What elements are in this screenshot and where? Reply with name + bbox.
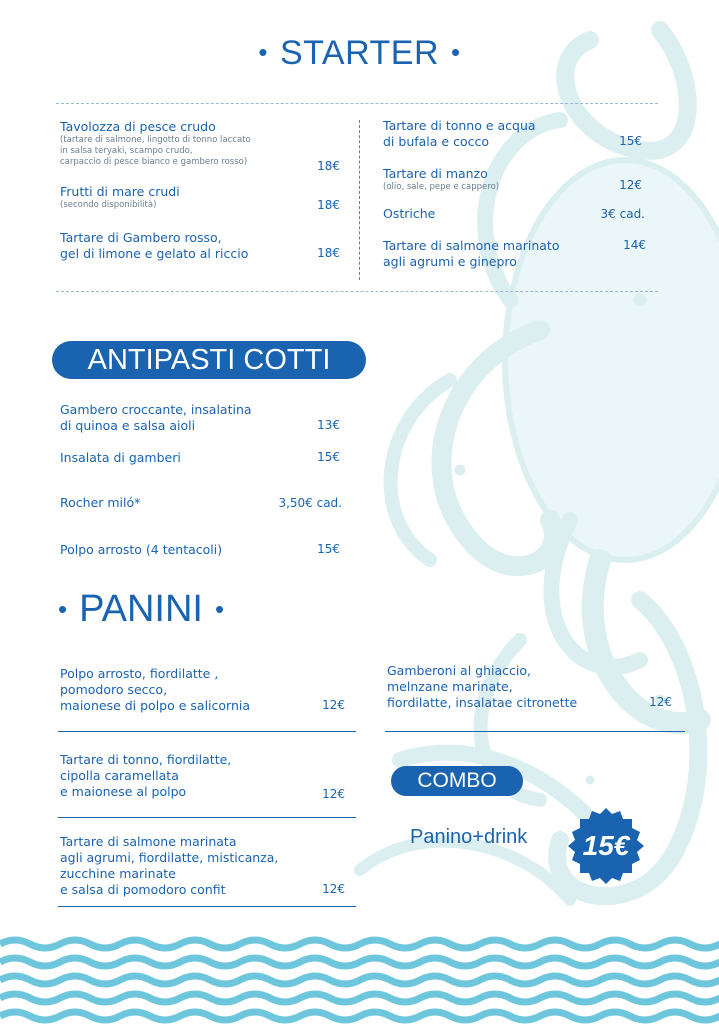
menu-item-tartare-manzo <box>383 166 593 193</box>
item-price: 15€ <box>619 134 642 148</box>
item-price: 15€ <box>317 450 340 464</box>
item-name: Tartare di tonno e acqua <box>383 118 536 133</box>
starter-bottom-divider <box>56 291 658 292</box>
item-price: 18€ <box>317 159 340 173</box>
item-name: di bufala e cocco <box>383 134 489 149</box>
panini-divider <box>58 731 356 732</box>
bullet-dot: • <box>58 594 68 624</box>
item-name: Gambero croccante, insalatina <box>60 402 252 417</box>
item-name: maionese di polpo e salicornia <box>60 698 251 713</box>
panino-gamberoni <box>387 663 627 711</box>
item-name: e salsa di pomodoro confit <box>60 882 226 897</box>
starter-title <box>0 34 719 73</box>
item-price: 3,50€ cad. <box>278 496 342 510</box>
combo-price: 15€ <box>582 830 630 861</box>
item-name: gel di limone e gelato al riccio <box>60 246 249 261</box>
menu-item-insalata-gamberi <box>60 450 300 466</box>
item-note: (tartare di salmone, lingotto di tonno laccato <box>60 135 251 145</box>
panini-title-text: PANINI <box>79 588 203 630</box>
menu-item-ostriche <box>383 206 553 222</box>
menu-item-tartare-tonno-bufala <box>383 118 593 150</box>
item-name: cipolla caramellata <box>60 768 179 783</box>
combo-label: COMBO <box>391 766 523 796</box>
starter-column-divider <box>359 120 360 280</box>
item-name: Tartare di tonno, fiordilatte, <box>60 752 232 767</box>
item-name: Tavolozza di pesce crudo <box>60 119 216 134</box>
panini-divider <box>385 731 685 732</box>
panino-polpo-arrosto <box>60 666 330 714</box>
item-name: Tartare di manzo <box>383 166 488 181</box>
item-name: Insalata di gamberi <box>60 450 181 465</box>
menu-item-tartare-gambero <box>60 230 300 262</box>
item-note: (olio, sale, pepe e cappero) <box>383 182 500 192</box>
panini-title <box>58 588 236 631</box>
item-name: Polpo arrosto, fiordilatte , <box>60 666 219 681</box>
item-name: Tartare di Gambero rosso, <box>60 230 222 245</box>
starter-title-text: STARTER <box>279 34 440 72</box>
item-name: melnzane marinate, <box>387 679 513 694</box>
item-price: 3€ cad. <box>600 207 645 221</box>
item-name: e maionese al polpo <box>60 784 187 799</box>
item-name: pomodoro secco, <box>60 682 168 697</box>
starter-top-divider <box>56 103 658 104</box>
menu-item-tavolozza <box>60 119 300 168</box>
panino-tartare-salmone <box>60 834 330 898</box>
item-name: Frutti di mare crudi <box>60 184 180 199</box>
item-price: 14€ <box>623 238 646 252</box>
wave-pattern <box>0 936 719 1024</box>
panino-tartare-tonno <box>60 752 330 800</box>
item-note: in salsa teryaki, scampo crudo, <box>60 146 193 156</box>
item-price: 12€ <box>322 882 345 896</box>
bullet-dot: • <box>214 594 225 624</box>
item-price: 13€ <box>317 418 340 432</box>
item-note: carpaccio di pesce bianco e gambero rosso) <box>60 157 248 167</box>
item-name: Tartare di salmone marinata <box>60 834 237 849</box>
item-name: agli agrumi e ginepro <box>383 254 517 269</box>
item-name: zucchine marinate <box>60 866 176 881</box>
panini-divider <box>58 817 356 818</box>
item-name: di quinoa e salsa aioli <box>60 418 196 433</box>
item-name: fiordilatte, insalatae citronette <box>387 695 578 710</box>
bullet-dot: • <box>258 37 268 67</box>
item-price: 12€ <box>322 698 345 712</box>
item-price: 12€ <box>322 787 345 801</box>
menu-item-rocher-milo <box>60 495 260 511</box>
menu-item-tartare-salmone <box>383 238 593 270</box>
panini-divider <box>58 906 356 907</box>
item-name: Tartare di salmone marinato <box>383 238 560 253</box>
item-name: Ostriche <box>383 206 436 221</box>
item-name: Gamberoni al ghiaccio, <box>387 663 531 678</box>
item-price: 18€ <box>317 198 340 212</box>
menu-item-polpo-arrosto <box>60 542 300 558</box>
item-name: Polpo arrosto (4 tentacoli) <box>60 542 223 557</box>
combo-description: Panino+drink <box>410 826 528 848</box>
bullet-dot: • <box>451 37 461 67</box>
menu-item-gambero-croccante <box>60 402 300 434</box>
item-price: 18€ <box>317 246 340 260</box>
item-name: agli agrumi, fiordilatte, misticanza, <box>60 850 279 865</box>
item-price: 12€ <box>619 178 642 192</box>
antipasti-title: ANTIPASTI COTTI <box>52 341 366 379</box>
item-note: (secondo disponibilità) <box>60 200 157 210</box>
item-price: 12€ <box>649 695 672 709</box>
menu-item-frutti-di-mare <box>60 184 300 211</box>
item-price: 15€ <box>317 542 340 556</box>
item-name: Rocher miló* <box>60 495 141 510</box>
